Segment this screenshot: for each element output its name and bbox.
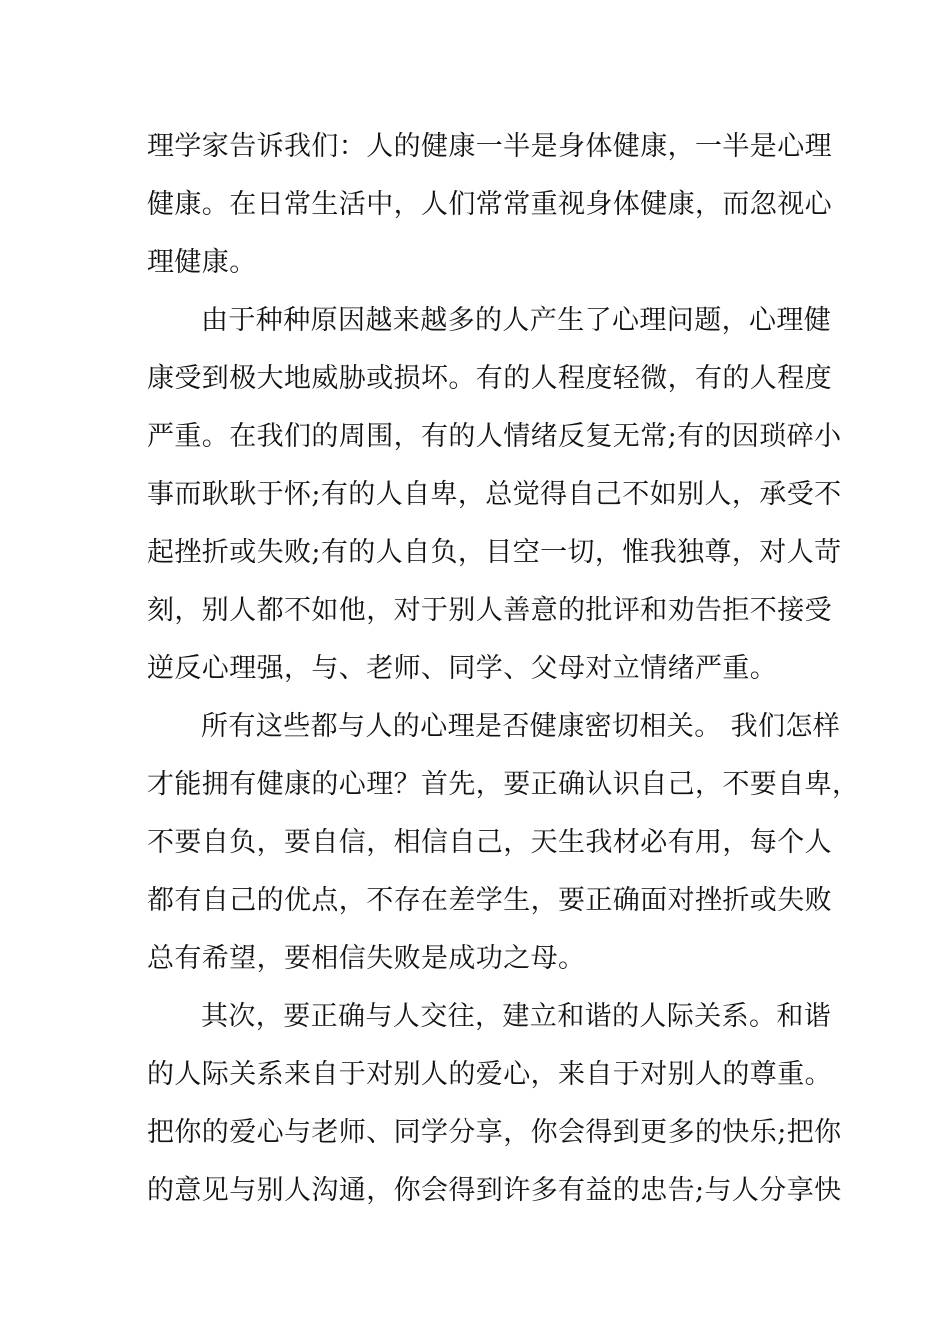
text-line: 理健康。 — [147, 247, 257, 278]
paragraph-1 — [147, 118, 832, 292]
text-line: 事而耿耿于怀;有的人自卑，总觉得自己不如别人，承受不 — [147, 479, 842, 510]
text-line: 其次，要正确与人交往，建立和谐的人际关系。和谐 — [201, 1001, 832, 1032]
text-line: 的人际关系来自于对别人的爱心，来自于对别人的尊重。 — [147, 1059, 832, 1090]
text-line: 起挫折或失败;有的人自负，目空一切，惟我独尊，对人苛 — [147, 537, 842, 568]
text-line: 把你的爱心与老师、同学分享，你会得到更多的快乐;把你 — [147, 1117, 842, 1148]
document-body — [147, 118, 860, 1220]
text-line: 理学家告诉我们：人的健康一半是身体健康，一半是心理 — [147, 131, 832, 162]
text-line: 才能拥有健康的心理？首先，要正确认识自己，不要自卑， — [147, 769, 860, 800]
text-line: 刻，别人都不如他，对于别人善意的批评和劝告拒不接受 — [147, 595, 832, 626]
paragraph-2 — [147, 292, 842, 698]
text-line: 所有这些都与人的心理是否健康密切相关。 我们怎样 — [201, 711, 841, 742]
text-line: 由于种种原因越来越多的人产生了心理问题，心理健 — [201, 305, 832, 336]
paragraph-3 — [147, 698, 860, 988]
paragraph-4 — [147, 988, 842, 1220]
text-line: 都有自己的优点，不存在差学生，要正确面对挫折或失败 — [147, 885, 832, 916]
text-line: 的意见与别人沟通，你会得到许多有益的忠告;与人分享快 — [147, 1175, 842, 1206]
text-line: 总有希望，要相信失败是成功之母。 — [147, 943, 586, 974]
text-line: 严重。在我们的周围，有的人情绪反复无常;有的因琐碎小 — [147, 421, 842, 452]
text-line: 健康。在日常生活中，人们常常重视身体健康，而忽视心 — [147, 189, 832, 220]
text-line: 不要自负，要自信，相信自己，天生我材必有用，每个人 — [147, 827, 832, 858]
text-line: 逆反心理强，与、老师、同学、父母对立情绪严重。 — [147, 653, 778, 684]
text-line: 康受到极大地威胁或损坏。有的人程度轻微，有的人程度 — [147, 363, 832, 394]
